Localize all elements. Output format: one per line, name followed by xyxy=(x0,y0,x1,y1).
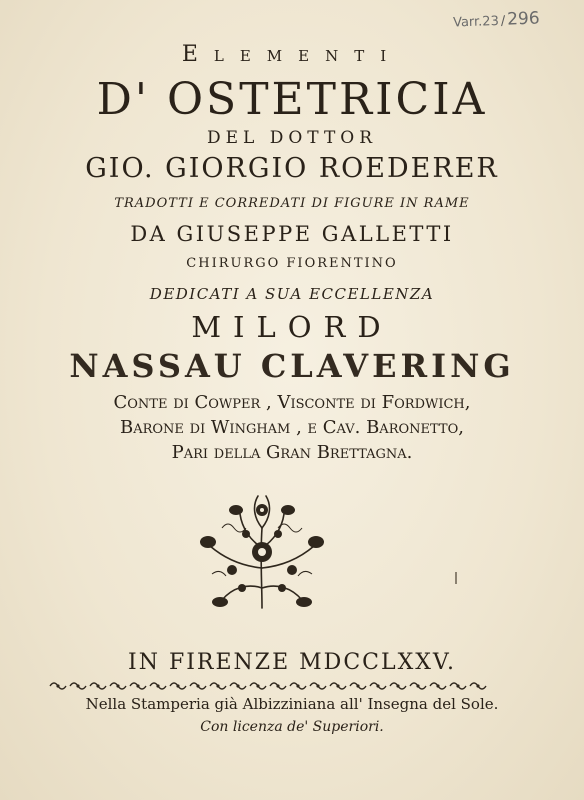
imprint-license: Con licenza de' Superiori. xyxy=(200,719,384,735)
translation-note: TRADOTTI E CORREDATI DI FIGURE IN RAME xyxy=(114,196,470,211)
floral-vignette-icon xyxy=(192,488,332,616)
author-name: GIO. GIORGIO ROEDERER xyxy=(85,153,499,184)
dedicatee-title: MILORD xyxy=(191,310,393,344)
ornamental-rule xyxy=(48,680,488,692)
translator-name: DA GIUSEPPE GALLETTI xyxy=(130,222,454,246)
dedicatee-title-3: Pari della Gran Brettagna. xyxy=(171,442,413,463)
handwritten-annotation xyxy=(453,8,540,31)
catalog-number: 296 xyxy=(507,8,541,30)
shelf-mark: Varr.23 xyxy=(453,13,500,31)
ink-mark xyxy=(455,572,457,584)
imprint-place-date: IN FIRENZE MDCCLXXV. xyxy=(128,650,456,675)
dedicatee-name: NASSAU CLAVERING xyxy=(69,347,515,385)
dedicatee-title-2: Barone di Wingham , e Cav. Baronetto, xyxy=(120,417,464,438)
slash-divider: / xyxy=(500,13,506,29)
dedicatee-title-1: Conte di Cowper , Visconte di Fordwich, xyxy=(113,392,471,413)
dedication-line: DEDICATI A SUA ECCELLENZA xyxy=(149,285,435,303)
imprint-printer: Nella Stamperia già Albizziniana all' Insegna del Sole. xyxy=(85,695,499,713)
title-main: D' OSTETRICIA xyxy=(96,74,488,125)
translator-title: CHIRURGO FIORENTINO xyxy=(186,256,398,271)
title-elementi: Elementi xyxy=(181,42,403,67)
title-del-dottor: DEL DOTTOR xyxy=(206,128,378,148)
